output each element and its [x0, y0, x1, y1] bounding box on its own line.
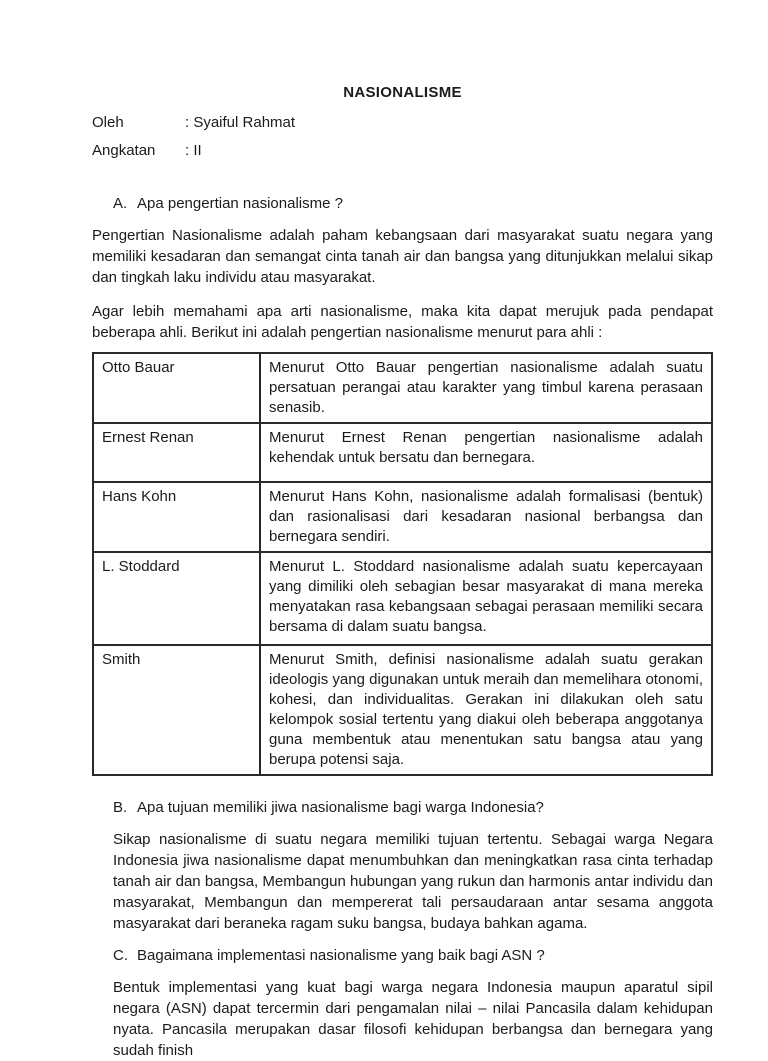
- document-title: NASIONALISME: [343, 84, 462, 101]
- table-row: [93, 423, 712, 482]
- definition-cell: Menurut Hans Kohn, nasionalisme adalah formalisasi (bentuk) dan rasionalisasi dari kesadaran nasional berbangsa dan bernegara sendiri.: [260, 482, 712, 552]
- table-row: [93, 552, 712, 645]
- section-a-heading-text: Apa pengertian nasionalisme ?: [137, 195, 343, 212]
- section-a-paragraph-1: Pengertian Nasionalisme adalah paham kebangsaan dari masyarakat suatu negara yang memiliki kesadaran dan semangat cinta tanah air dan bangsa yang ditunjukkan melalui sikap dan tingkah laku individu atau masyarakat.: [92, 227, 713, 286]
- expert-name-cell: Otto Bauar: [93, 353, 260, 423]
- table-row: [93, 353, 712, 423]
- section-c-heading-text: Bagaimana implementasi nasionalisme yang baik bagi ASN ?: [137, 947, 545, 964]
- definition-cell: Menurut Smith, definisi nasionalisme adalah suatu gerakan ideologis yang digunakan untuk meraih dan memelihara otonomi, kohesi, dan individualitas. Gerakan ini dilakukan oleh satu kelompok sosial tertentu yang diakui oleh beberapa anggotanya guna membentuk atau menentukan satu bangsa atau yang berupa potensi saja.: [260, 645, 712, 775]
- table-row: [93, 645, 712, 775]
- expert-name-cell: L. Stoddard: [93, 552, 260, 645]
- definition-cell: Menurut Otto Bauar pengertian nasionalisme adalah suatu persatuan perangai atau karakter yang timbul karena perasaan senasib.: [260, 353, 712, 423]
- author-label: Oleh: [92, 114, 124, 131]
- section-b-heading: [113, 800, 713, 815]
- expert-name-cell: Hans Kohn: [93, 482, 260, 552]
- batch-label: Angkatan: [92, 142, 156, 159]
- definition-cell: Menurut L. Stoddard nasionalisme adalah suatu kepercayaan yang dimiliki oleh sebagian besar masyarakat di mana mereka menyatakan rasa kebangsaan sebagai perasaan memiliki secara bersama di dalam suatu bangsa.: [260, 552, 712, 645]
- batch-value: : II: [185, 142, 202, 159]
- section-a-heading: [113, 196, 713, 211]
- section-c-paragraph: Bentuk implementasi yang kuat bagi warga negara Indonesia maupun aparatul sipil negara (ASN) dapat tercermin dari pengamalan nilai – nilai Pancasila dalam kehidupan nyata. Pancasila merupakan dasar filosofi kehidupan berbangsa dan bernegara yang sudah finish: [113, 979, 713, 1059]
- section-b-paragraph: Sikap nasionalisme di suatu negara memiliki tujuan tertentu. Sebagai warga Negara Indonesia jiwa nasionalisme dapat menumbuhkan dan meningkatkan rasa cinta terhadap tanah air dan bangsa, Membangun hubungan yang rukun dan harmonis antar individu dan masyarakat, Membangun dan mempererat tali persaudaraan antar sesama anggota masyarakat dari beraneka ragam suku bangsa, budaya bahkan agama.: [113, 831, 713, 932]
- definition-cell: Menurut Ernest Renan pengertian nasionalisme adalah kehendak untuk bersatu dan bernegara.: [260, 423, 712, 482]
- expert-name-cell: Smith: [93, 645, 260, 775]
- section-c-letter: C.: [113, 947, 128, 964]
- table-row: [93, 482, 712, 552]
- section-c-heading: [113, 948, 713, 963]
- section-b-heading-text: Apa tujuan memiliki jiwa nasionalisme bagi warga Indonesia?: [137, 799, 544, 816]
- definitions-table: [92, 352, 713, 776]
- section-a-paragraph-2: Agar lebih memahami apa arti nasionalisme, maka kita dapat merujuk pada pendapat beberapa ahli. Berikut ini adalah pengertian nasionalisme menurut para ahli :: [92, 303, 713, 341]
- section-a-letter: A.: [113, 195, 128, 212]
- batch-row: [92, 143, 713, 158]
- expert-name-cell: Ernest Renan: [93, 423, 260, 482]
- section-b-letter: B.: [113, 799, 128, 816]
- author-row: [92, 115, 713, 130]
- author-value: : Syaiful Rahmat: [185, 114, 296, 131]
